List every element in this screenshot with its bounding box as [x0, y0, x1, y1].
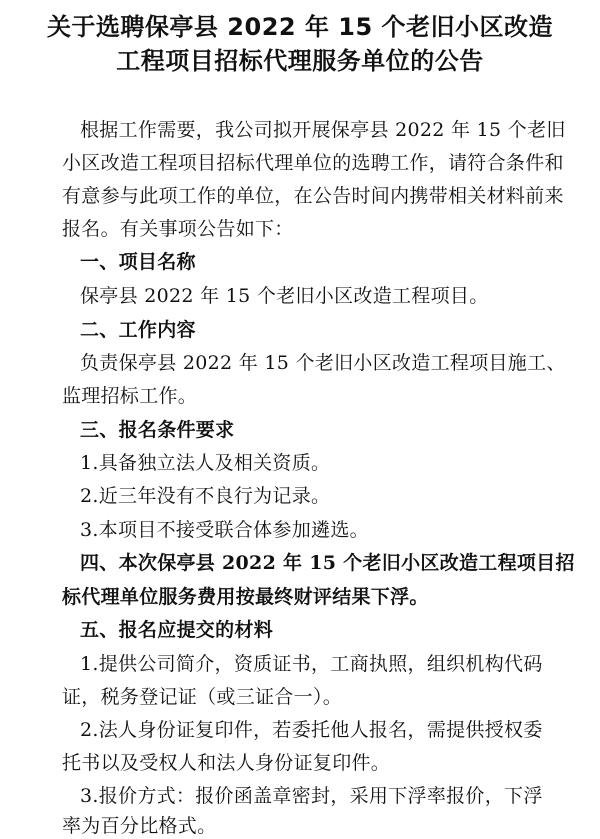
section-heading-materials: 五、报名应提交的材料	[80, 619, 274, 641]
section-heading-requirements: 三、报名条件要求	[80, 419, 235, 441]
material-item-3-line-1: 3.报价方式：报价函盖章密封，采用下浮率报价，下浮	[80, 785, 543, 807]
section-text-project-name: 保亭县 2022 年 15 个老旧小区改造工程项目。	[80, 285, 489, 307]
material-item-1-line-1: 1.提供公司简介，资质证书，工商执照，组织机构代码	[80, 653, 543, 675]
section-heading-work-content: 二、工作内容	[80, 319, 196, 341]
requirement-item-3: 3.本项目不接受联合体参加遴选。	[80, 519, 369, 541]
section-heading-project-name: 一、项目名称	[80, 251, 196, 273]
work-content-line-2: 监理招标工作。	[62, 385, 198, 407]
material-item-2-line-1: 2.法人身份证复印件，若委托他人报名，需提供授权委	[80, 719, 543, 741]
requirement-item-2: 2.近三年没有不良行为记录。	[80, 485, 331, 507]
intro-line-1: 根据工作需要，我公司拟开展保亭县 2022 年 15 个老旧	[80, 119, 566, 141]
title-line-2: 工程项目招标代理服务单位的公告	[116, 47, 484, 75]
intro-line-3: 有意参与此项工作的单位，在公告时间内携带相关材料前来	[62, 185, 564, 207]
material-item-1-line-2: 证，税务登记证（或三证合一）。	[62, 686, 343, 708]
work-content-line-1: 负责保亭县 2022 年 15 个老旧小区改造工程项目施工、	[80, 352, 566, 374]
section-fee-line-1: 四、本次保亭县 2022 年 15 个老旧小区改造工程项目招	[80, 552, 575, 574]
requirement-item-1: 1.具备独立法人及相关资质。	[80, 452, 331, 474]
intro-line-4: 报名。有关事项公告如下：	[62, 218, 294, 240]
title-line-1: 关于选聘保亭县 2022 年 15 个老旧小区改造	[46, 13, 554, 41]
intro-line-2: 小区改造工程项目招标代理单位的选聘工作，请符合条件和	[62, 152, 564, 174]
section-fee-line-2: 标代理单位服务费用按最终财评结果下浮。	[62, 586, 429, 608]
material-item-2-line-2: 托书以及受权人和法人身份证复印件。	[62, 752, 391, 774]
material-item-3-line-2: 率为百分比格式。	[62, 815, 217, 837]
